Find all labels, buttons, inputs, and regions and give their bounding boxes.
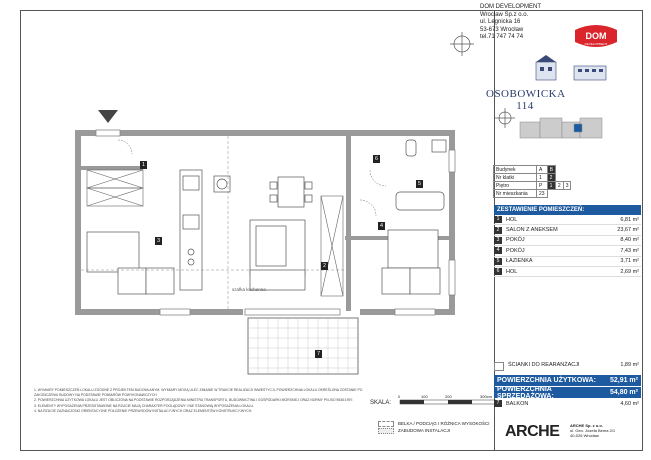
beam-swatch (378, 421, 394, 427)
room-area: 23,67 m² (617, 227, 639, 234)
entrance-marker (98, 110, 118, 123)
room-area: 7,43 m² (620, 247, 639, 254)
param-klatka-1: 1 (537, 174, 548, 182)
room-name: HOL (506, 268, 518, 275)
param-pietro-p: P (537, 182, 548, 190)
logo-text: DOM (585, 31, 607, 41)
logo-subtext: DEVELOPMENT (584, 42, 608, 46)
walls-area: 1,89 m² (620, 362, 639, 368)
bedroom-4-furniture (382, 230, 440, 294)
usable-area-value: 52,91 m² (609, 377, 638, 384)
plan-label-4: 4 (379, 223, 384, 229)
legend-beam-label: BELKA / PODCIĄG I RÓŻNICA WYSOKOŚCI (398, 421, 490, 426)
architect-company: ARCHE Sp. z o.o. (570, 423, 603, 428)
architect-address: ul. Gen. Józefa Bema 2/1 (570, 428, 616, 433)
rooms-summary (494, 205, 641, 277)
param-pietro-2: 2 (555, 182, 563, 190)
param-pietro-1: 1 (547, 182, 555, 190)
plan-label-2: 2 (322, 263, 327, 269)
door-swings (118, 140, 386, 216)
room-area: 3,71 m² (620, 258, 639, 265)
project-title: OSOBOWICKA 114 (486, 88, 566, 112)
param-pietro-3: 3 (563, 182, 571, 190)
disclaimer-paragraph: 1. WYMIARY POMIESZCZEŃ LOKALU ZGODNE Z PROJEKTEM BUDOWLANYM. WYMIARY MOGĄ ULEC ZMIANIE W TRAKCIE REALIZACJI INWESTYCJI. POWIERZCHNIA LOKALU OKREŚLONA ZOSTANIE PO ZAKOŃCZENIU BUDOWY NA PODSTAWIE POMIARÓW POWYKONAWCZYCH. (34, 388, 363, 397)
room-number: 2 (494, 227, 502, 234)
sale-area-value: 54,80 m² (609, 389, 638, 396)
kitchen-cabinet-label: szafka kuchenna (232, 287, 266, 292)
key-plan (520, 118, 602, 138)
param-nr-value: 23 (537, 190, 548, 198)
room-number: 5 (494, 258, 502, 265)
developer-street: ul. Legnicka 16 (480, 19, 521, 26)
architect-info (570, 423, 615, 438)
usable-area-bar (494, 375, 641, 386)
room-name: POKÓJ (506, 237, 525, 244)
room-number: 6 (494, 268, 502, 275)
plan-label-3: 3 (156, 238, 161, 244)
developer-phone: tel.71 747 74 74 (480, 34, 524, 41)
room-area: 6,81 m² (620, 216, 639, 223)
balcony-area: 4,60 m² (620, 400, 639, 407)
room-row (494, 267, 641, 277)
scale-tick-300: 300cm (480, 394, 493, 399)
legend-item-installation (378, 427, 490, 434)
room-row (494, 225, 641, 235)
room-name: SALON Z ANEKSEM (506, 227, 558, 234)
room-name: POKÓJ (506, 247, 525, 254)
sale-area-label: POWIERZCHNIA SPRZEDAŻOWA: (497, 385, 554, 400)
bathroom-fixtures (396, 140, 446, 210)
disclaimer-paragraph: 3. ELEMENTY WYPOSAŻENIA PRZEDSTAWIONE NA RZUCIE MAJĄ CHARAKTER POGLĄDOWY I NIE STANOWIĄ WYPOSAŻENIA LOKALU. (34, 403, 254, 408)
rooms-header: ZESTAWIENIE POMIESZCZEŃ: (494, 205, 641, 215)
apartment-params (493, 165, 571, 198)
balcony (248, 318, 358, 374)
legend-installation-label: ZABUDOWA INSTALACJI (398, 428, 451, 433)
plan-label-6: 6 (374, 156, 379, 162)
walls-label: ŚCIANKI DO REARANŻACJI (508, 362, 580, 368)
param-budynek-a: A (537, 166, 548, 174)
param-klatka-2: 2 (547, 174, 555, 182)
room-name: HOL (506, 216, 518, 223)
room-area: 2,69 m² (620, 268, 639, 275)
room-row (494, 257, 641, 267)
balcony-row (494, 400, 641, 407)
disclaimer-paragraph: 4. NA RZUCIE ZAZNACZONO ORIENTACYJNE POŁOŻENIE PRZEWODÓW INSTALACYJNYCH ORAZ ELEMENTÓW KONSTRUKCYJNYCH. (34, 409, 253, 413)
param-pietro-label: Piętro (494, 182, 537, 190)
param-klatka-label: Nr klatki (494, 174, 537, 182)
room-row (494, 246, 641, 256)
developer-city: 53-673 Wrocław (480, 26, 524, 33)
architect-city: 40-026 Wrocław (570, 433, 599, 438)
dom-development-logo (573, 22, 619, 50)
room-name: ŁAZIENKA (506, 258, 533, 265)
param-nr-label: Nr mieszkania (494, 190, 537, 198)
developer-info (480, 4, 541, 42)
usable-area-label: POWIERZCHNIA UŻYTKOWA: (497, 377, 596, 384)
plan-label-5: 5 (417, 181, 422, 187)
param-budynek-b: B (547, 166, 555, 174)
kitchen (180, 170, 230, 290)
compass-icon (450, 32, 474, 56)
room-row (494, 236, 641, 246)
room-number: 1 (494, 216, 502, 223)
developer-company: Wrocław Sp.z o.o. (480, 11, 529, 18)
dining-table (270, 177, 312, 207)
scale-tick-200: 200 (445, 394, 452, 399)
room-area: 8,40 m² (620, 237, 639, 244)
legend-item-beam (378, 420, 490, 427)
developer-name: DOM DEVELOPMENT (480, 4, 542, 10)
balcony-name: BALKON (506, 400, 529, 407)
installation-swatch (378, 428, 394, 434)
balcony-number: 7 (494, 400, 502, 407)
room-row (494, 215, 641, 225)
scale-tick-0: 0 (398, 394, 401, 399)
plan-legend (378, 420, 490, 434)
scale-tick-100: 100 (421, 394, 428, 399)
plan-label-7: 7 (316, 351, 321, 357)
room-number: 4 (494, 247, 502, 254)
disclaimer-text (34, 388, 364, 415)
scale-label: SKALA: (370, 400, 392, 406)
plan-label-1: 1 (141, 162, 146, 168)
building-illustration (536, 55, 606, 80)
scale-bar (400, 400, 496, 404)
param-budynek-label: Budynek (494, 166, 537, 174)
sale-area-bar (494, 387, 641, 398)
disclaimer-paragraph: 2. POWIERZCHNIA UŻYTKOWA LOKALU JEST OBLICZONA NA PODSTAWIE ROZPORZĄDZENIA MINISTRA TRANSPORTU, BUDOWNICTWA I GOSPODARKI MORSKIEJ ORAZ NORMY PN-ISO 9836:1997. (34, 398, 354, 402)
walls-row (494, 362, 641, 371)
sofa (250, 220, 305, 290)
room-number: 3 (494, 237, 502, 244)
walls-swatch (494, 362, 504, 371)
arche-logo: ARCHE (505, 423, 560, 440)
